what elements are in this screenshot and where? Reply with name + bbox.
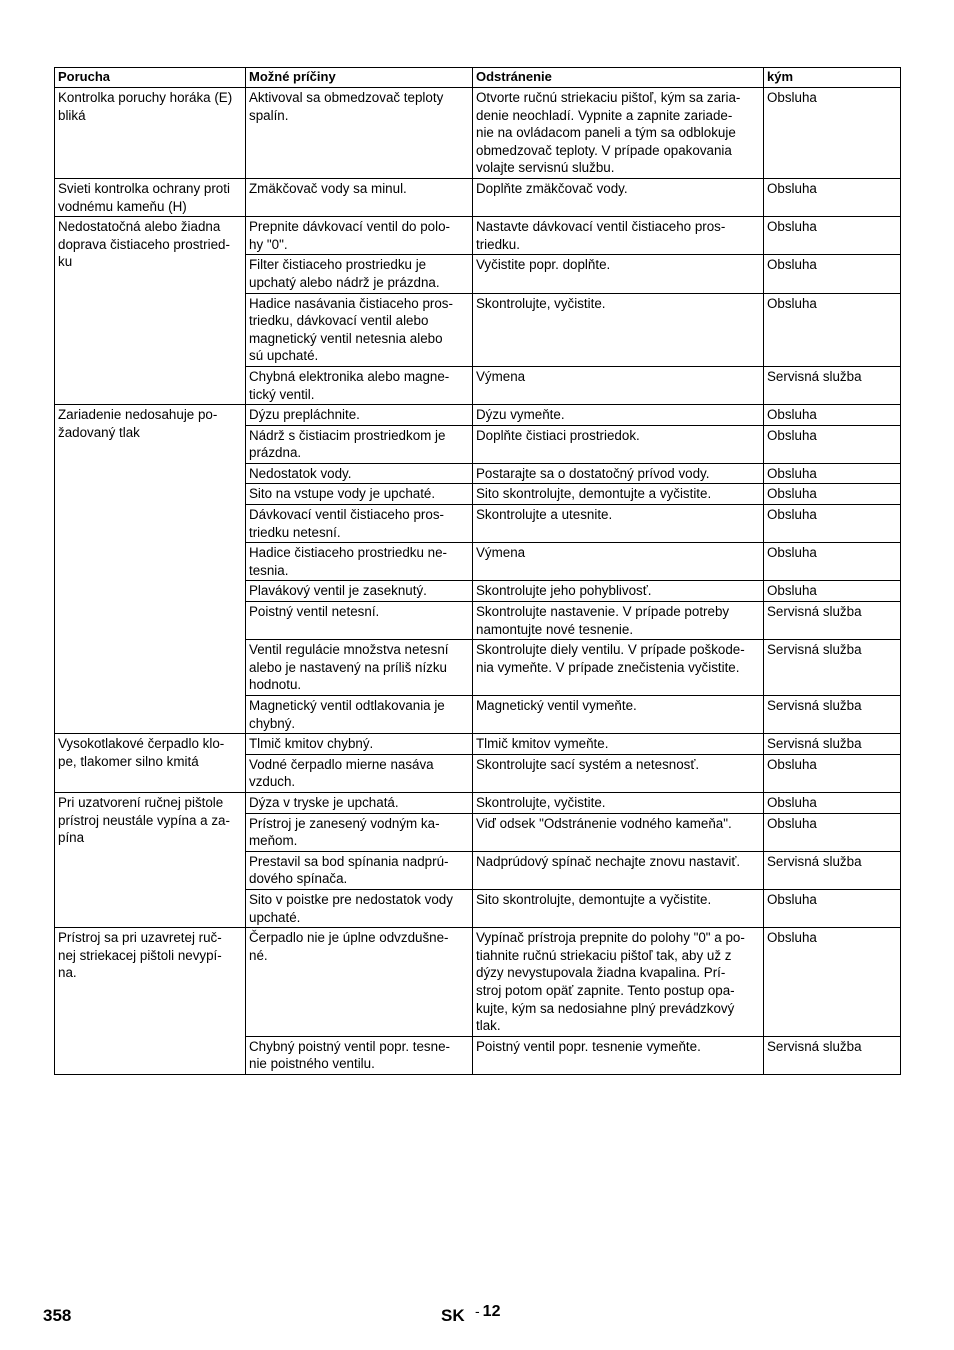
cause-cell: Nedostatok vody. bbox=[246, 463, 473, 484]
responsible-cell: Obsluha bbox=[764, 425, 901, 463]
cause-cell: Hadice nasávania čistiaceho pros- triedku, dávkovací ventil alebo magnetický ventil netesnia alebo sú upchaté. bbox=[246, 293, 473, 366]
responsible-cell: Servisná služba bbox=[764, 602, 901, 640]
fault-cell: Kontrolka poruchy horáka (E) bliká bbox=[55, 88, 246, 179]
remedy-cell: Skontrolujte, vyčistite. bbox=[473, 792, 764, 813]
cause-cell: Aktivoval sa obmedzovač teploty spalín. bbox=[246, 88, 473, 179]
responsible-cell: Servisná služba bbox=[764, 1036, 901, 1074]
table-row bbox=[55, 928, 901, 1037]
remedy-cell: Skontrolujte sací systém a netesnosť. bbox=[473, 754, 764, 792]
remedy-cell: Nadprúdový spínač nechajte znovu nastaviť. bbox=[473, 851, 764, 889]
section-page-value: 12 bbox=[482, 1303, 501, 1320]
cause-cell: Prepnite dávkovací ventil do polo- hy "0". bbox=[246, 217, 473, 255]
remedy-cell: Skontrolujte nastavenie. V prípade potreby namontujte nové tesnenie. bbox=[473, 602, 764, 640]
remedy-cell: Vyčistite popr. doplňte. bbox=[473, 255, 764, 293]
responsible-cell: Obsluha bbox=[764, 928, 901, 1037]
responsible-cell: Obsluha bbox=[764, 581, 901, 602]
cause-cell: Dávkovací ventil čistiaceho pros- triedku netesní. bbox=[246, 505, 473, 543]
cause-cell: Plavákový ventil je zaseknutý. bbox=[246, 581, 473, 602]
responsible-cell: Servisná služba bbox=[764, 851, 901, 889]
cause-cell: Nádrž s čistiacim prostriedkom je prázdna. bbox=[246, 425, 473, 463]
cause-cell: Prístroj je zanesený vodným ka- meňom. bbox=[246, 813, 473, 851]
remedy-cell: Doplňte zmäkčovač vody. bbox=[473, 178, 764, 216]
cause-cell: Poistný ventil netesní. bbox=[246, 602, 473, 640]
cause-cell: Magnetický ventil odtlakovania je chybný. bbox=[246, 696, 473, 734]
cause-cell: Čerpadlo nie je úplne odvzdušne- né. bbox=[246, 928, 473, 1037]
col-header-fault: Porucha bbox=[55, 68, 246, 88]
remedy-cell: Výmena bbox=[473, 543, 764, 581]
cause-cell: Zmäkčovač vody sa minul. bbox=[246, 178, 473, 216]
responsible-cell: Obsluha bbox=[764, 293, 901, 366]
cause-cell: Filter čistiaceho prostriedku je upchatý alebo nádrž je prázdna. bbox=[246, 255, 473, 293]
remedy-cell: Otvorte ručnú striekaciu pištoľ, kým sa zaria- denie neochladí. Vypnite a zapnite zariade- nie na ovládacom paneli a tým sa odblokuje obmedzovač teploty. V prípade opakovania volajte servisnú službu. bbox=[473, 88, 764, 179]
remedy-cell: Doplňte čistiaci prostriedok. bbox=[473, 425, 764, 463]
responsible-cell: Obsluha bbox=[764, 505, 901, 543]
responsible-cell: Obsluha bbox=[764, 813, 901, 851]
responsible-cell: Servisná služba bbox=[764, 640, 901, 696]
responsible-cell: Obsluha bbox=[764, 463, 901, 484]
responsible-cell: Obsluha bbox=[764, 889, 901, 927]
responsible-cell: Obsluha bbox=[764, 255, 901, 293]
table-body bbox=[55, 88, 901, 1075]
remedy-cell: Skontrolujte jeho pohyblivosť. bbox=[473, 581, 764, 602]
cause-cell: Hadice čistiaceho prostriedku ne- tesnia. bbox=[246, 543, 473, 581]
responsible-cell: Obsluha bbox=[764, 217, 901, 255]
remedy-cell: Tlmič kmitov vymeňte. bbox=[473, 734, 764, 755]
responsible-cell: Obsluha bbox=[764, 405, 901, 426]
remedy-cell: Vypínač prístroja prepnite do polohy "0" a po- tiahnite ručnú striekaciu pištoľ tak, aby už z dýzy nevystupovala žiadna kvapalina. Prí- stroj potom opäť zapnite. Tento postup opa- kujte, kým sa nedosiahne plný prevádzkový tlak. bbox=[473, 928, 764, 1037]
fault-cell: Svieti kontrolka ochrany proti vodnému kameňu (H) bbox=[55, 178, 246, 216]
remedy-cell: Skontrolujte diely ventilu. V prípade poškode- nia vymeňte. V prípade znečistenia vyčistite. bbox=[473, 640, 764, 696]
cause-cell: Dýzu prepláchnite. bbox=[246, 405, 473, 426]
responsible-cell: Servisná služba bbox=[764, 734, 901, 755]
table-header-row bbox=[55, 68, 901, 88]
cause-cell: Prestavil sa bod spínania nadprú- dového spínača. bbox=[246, 851, 473, 889]
remedy-cell: Magnetický ventil vymeňte. bbox=[473, 696, 764, 734]
language-code: SK bbox=[441, 1306, 465, 1325]
remedy-cell: Skontrolujte a utesnite. bbox=[473, 505, 764, 543]
col-header-by-whom: kým bbox=[764, 68, 901, 88]
responsible-cell: Servisná služba bbox=[764, 696, 901, 734]
remedy-cell: Nastavte dávkovací ventil čistiaceho pros- triedku. bbox=[473, 217, 764, 255]
col-header-causes: Možné príčiny bbox=[246, 68, 473, 88]
fault-cell: Pri uzatvorení ručnej pištole prístroj neustále vypína a za- pína bbox=[55, 792, 246, 927]
cause-cell: Tlmič kmitov chybný. bbox=[246, 734, 473, 755]
col-header-remedy: Odstránenie bbox=[473, 68, 764, 88]
cause-cell: Ventil regulácie množstva netesní alebo je nastavený na príliš nízku hodnotu. bbox=[246, 640, 473, 696]
table-row bbox=[55, 178, 901, 216]
remedy-cell: Výmena bbox=[473, 366, 764, 404]
cause-cell: Dýza v tryske je upchatá. bbox=[246, 792, 473, 813]
table-row bbox=[55, 217, 901, 255]
remedy-cell: Sito skontrolujte, demontujte a vyčistite. bbox=[473, 484, 764, 505]
cause-cell: Sito na vstupe vody je upchaté. bbox=[246, 484, 473, 505]
responsible-cell: Obsluha bbox=[764, 88, 901, 179]
remedy-cell: Postarajte sa o dostatočný prívod vody. bbox=[473, 463, 764, 484]
responsible-cell: Obsluha bbox=[764, 754, 901, 792]
responsible-cell: Servisná služba bbox=[764, 366, 901, 404]
remedy-cell: Skontrolujte, vyčistite. bbox=[473, 293, 764, 366]
fault-cell: Zariadenie nedosahuje po- žadovaný tlak bbox=[55, 405, 246, 734]
remedy-cell: Poistný ventil popr. tesnenie vymeňte. bbox=[473, 1036, 764, 1074]
responsible-cell: Obsluha bbox=[764, 484, 901, 505]
troubleshooting-table bbox=[54, 67, 901, 1075]
page-number: 358 bbox=[43, 1306, 72, 1325]
footer-dash: - bbox=[475, 1303, 480, 1319]
responsible-cell: Obsluha bbox=[764, 543, 901, 581]
fault-cell: Nedostatočná alebo žiadna doprava čistiaceho prostried- ku bbox=[55, 217, 246, 405]
remedy-cell: Sito skontrolujte, demontujte a vyčistite. bbox=[473, 889, 764, 927]
table-row bbox=[55, 405, 901, 426]
table-row bbox=[55, 88, 901, 179]
cause-cell: Chybný poistný ventil popr. tesne- nie poistného ventilu. bbox=[246, 1036, 473, 1074]
responsible-cell: Obsluha bbox=[764, 178, 901, 216]
table-row bbox=[55, 734, 901, 755]
responsible-cell: Obsluha bbox=[764, 792, 901, 813]
cause-cell: Vodné čerpadlo mierne nasáva vzduch. bbox=[246, 754, 473, 792]
remedy-cell: Viď odsek "Odstránenie vodného kameňa". bbox=[473, 813, 764, 851]
cause-cell: Chybná elektronika alebo magne- tický ventil. bbox=[246, 366, 473, 404]
table-row bbox=[55, 792, 901, 813]
fault-cell: Prístroj sa pri uzavretej ruč- nej striekacej pištoli nevypí- na. bbox=[55, 928, 246, 1075]
section-page-number bbox=[475, 1303, 500, 1321]
remedy-cell: Dýzu vymeňte. bbox=[473, 405, 764, 426]
cause-cell: Sito v poistke pre nedostatok vody upchaté. bbox=[246, 889, 473, 927]
fault-cell: Vysokotlakové čerpadlo klo- pe, tlakomer silno kmitá bbox=[55, 734, 246, 793]
